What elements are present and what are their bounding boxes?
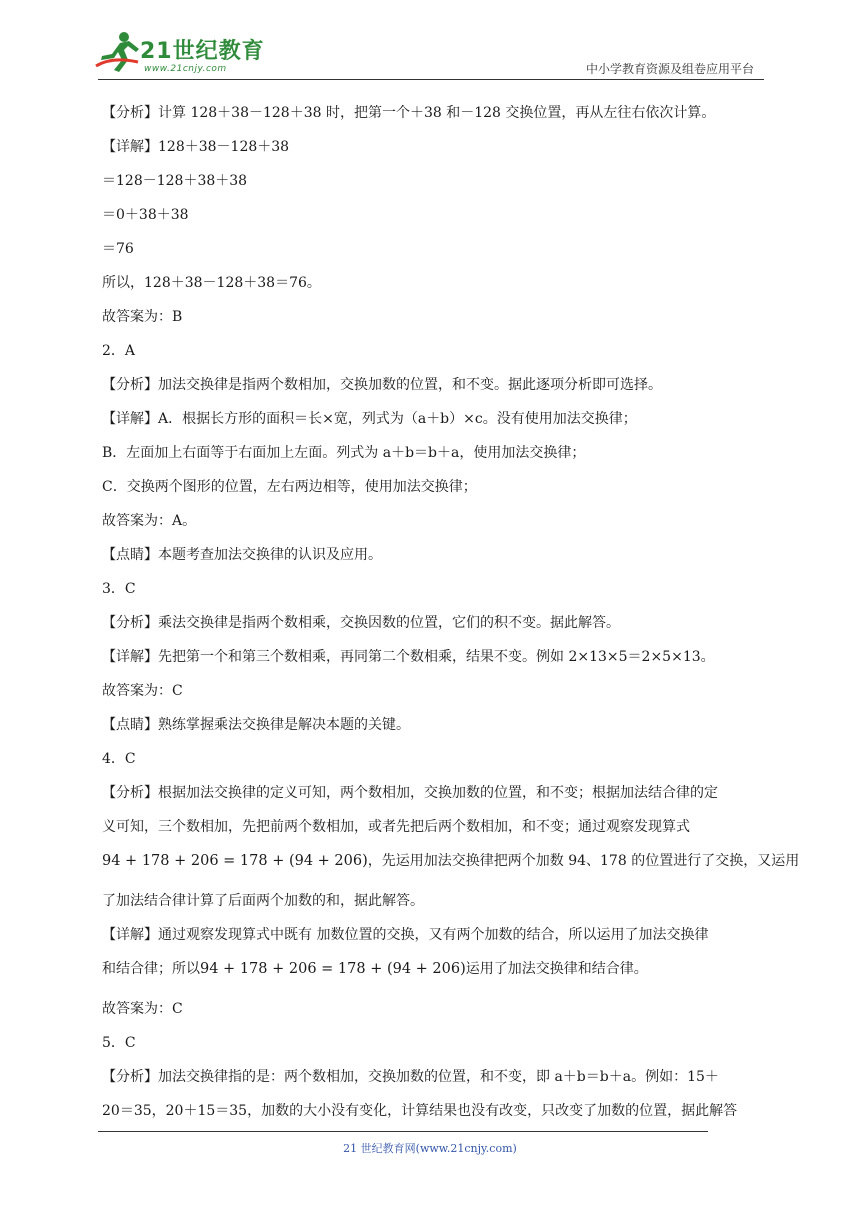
site-tagline: 中小学教育资源及组卷应用平台 xyxy=(585,62,754,76)
text-line: 【详解】通过观察发现算式中既有 加数位置的交换，又有两个加数的结合，所以运用了加法交换律 xyxy=(102,927,709,943)
text-line: 【详解】先把第一个和第三个数相乘，再同第二个数相乘，结果不变。例如 2×13×5＝2×5×13。 xyxy=(102,649,715,665)
logo-text: 21世纪教育 xyxy=(140,39,265,64)
formula-line xyxy=(102,959,762,999)
text-line: 所以，128＋38－128＋38＝76。 xyxy=(102,275,321,291)
formula-line xyxy=(102,851,800,891)
answer-content xyxy=(102,103,800,1135)
math-formula: 94 + 178 + 206 = 178 + (94 + 206) xyxy=(200,961,466,977)
question-number: 2．A xyxy=(102,343,136,359)
answer-line: 故答案为：C xyxy=(102,1001,183,1017)
text-line: 【分析】加法交换律指的是：两个数相加，交换加数的位置，和不变，即 a＋b＝b＋a。例如：15＋ xyxy=(102,1069,719,1085)
site-logo[interactable] xyxy=(94,30,264,78)
answer-line: 故答案为：C xyxy=(102,683,183,699)
text-line: 了加法结合律计算了后面两个加数的和，据此解答。 xyxy=(102,893,424,909)
text-line: 【分析】加法交换律是指两个数相加，交换加数的位置，和不变。据此逐项分析即可选择。 xyxy=(102,377,662,393)
text-line: ＝0＋38＋38 xyxy=(102,207,189,223)
text-line: 【点睛】本题考查加法交换律的认识及应用。 xyxy=(102,547,382,563)
question-number: 3．C xyxy=(102,581,136,597)
text-line: 【详解】A．根据长方形的面积＝长×宽，列式为（a＋b）×c。没有使用加法交换律； xyxy=(102,411,637,427)
text-span: ，先运用加法交换律把两个加数 94、178 的位置进行了交换，又运用 xyxy=(367,853,800,869)
text-span: 和结合律；所以 xyxy=(102,961,200,977)
header-divider xyxy=(98,79,764,80)
page-header xyxy=(0,0,860,82)
text-line: 【点睛】熟练掌握乘法交换律是解决本题的关键。 xyxy=(102,717,410,733)
text-line: ＝76 xyxy=(102,241,134,257)
footer-link[interactable]: 21 世纪教育网(www.21cnjy.com) xyxy=(343,1142,517,1155)
text-line: ＝128－128＋38＋38 xyxy=(102,173,248,189)
answer-line: 故答案为：B xyxy=(102,309,183,325)
footer-divider xyxy=(98,1131,708,1132)
text-line: 【分析】计算 128＋38－128＋38 时，把第一个＋38 和－128 交换位置，再从左往右依次计算。 xyxy=(102,105,716,121)
logo-url: www.21cnjy.com xyxy=(144,64,227,74)
text-line: C．交换两个图形的位置，左右两边相等，使用加法交换律； xyxy=(102,479,477,495)
text-line: 义可知，三个数相加，先把前两个数相加，或者先把后两个数相加，和不变；通过观察发现算式 xyxy=(102,819,690,835)
text-line: 20＝35，20＋15＝35，加数的大小没有变化，计算结果也没有改变，只改变了加数的位置，据此解答 xyxy=(102,1103,738,1119)
text-span: 运用了加法交换律和结合律。 xyxy=(465,961,648,977)
question-number: 5．C xyxy=(102,1035,136,1051)
text-line: 【分析】乘法交换律是指两个数相乘，交换因数的位置，它们的积不变。据此解答。 xyxy=(102,615,620,631)
answer-line: 故答案为：A。 xyxy=(102,513,197,529)
text-line: 【详解】128＋38－128＋38 xyxy=(102,139,290,155)
runner-logo-icon xyxy=(94,30,142,74)
math-formula: 94 + 178 + 206 = 178 + (94 + 206) xyxy=(102,853,368,869)
question-number: 4．C xyxy=(102,751,136,767)
text-line: B．左面加上右面等于右面加上左面。列式为 a＋b＝b＋a，使用加法交换律； xyxy=(102,445,586,461)
text-line: 【分析】根据加法交换律的定义可知，两个数相加，交换加数的位置，和不变；根据加法结合律的定 xyxy=(102,785,718,801)
